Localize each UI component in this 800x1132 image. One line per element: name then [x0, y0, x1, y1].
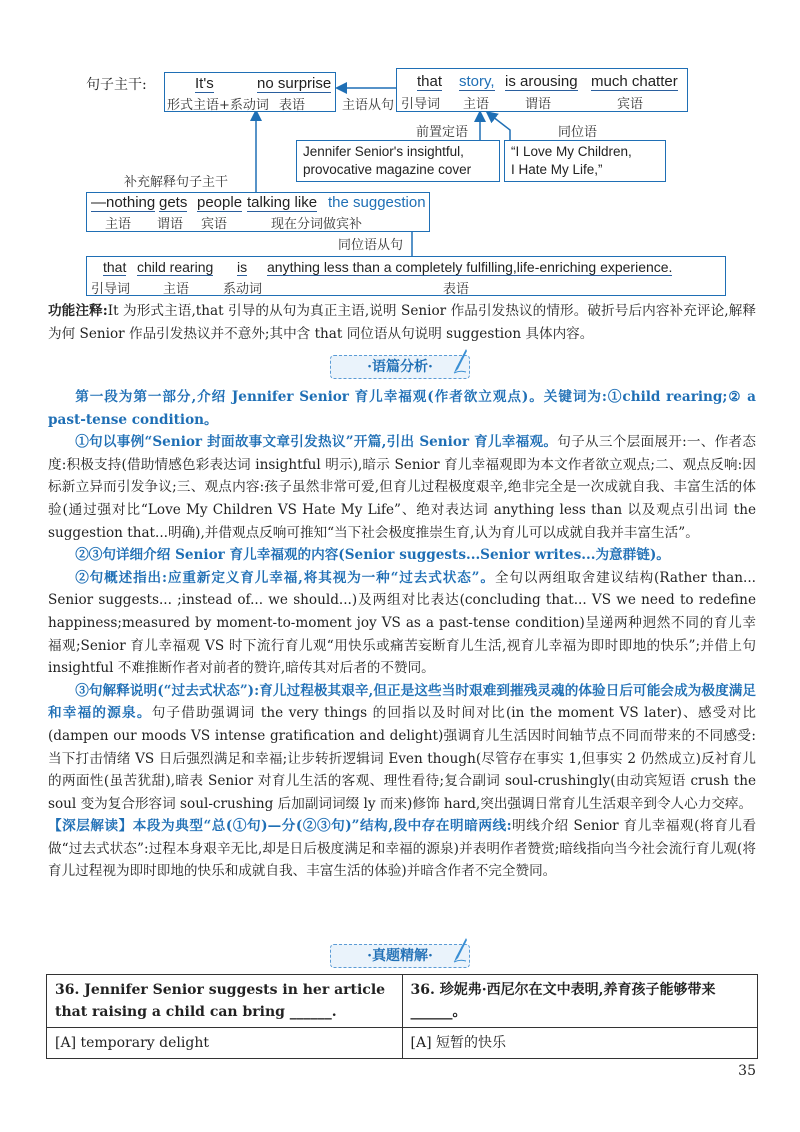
label-predicative-2: 表语 — [443, 282, 470, 297]
question-table — [46, 974, 758, 1059]
analysis-p5-rest: 句子借助强调词 the very things 的回指以及时间对比(in the moment VS later)、感受对比(dampen our moods VS intense gratification and delight)强调育儿生活因时间轴节点不同而带来的不同感受:当下打击情绪 VS 日后强烈满足和幸福;让步转折逻辑词 Even though(尽管存在事实 1,但事实 2 仍然成立)反衬育儿的两面性(虽苦犹甜),暗表 Senior 对育儿生活的客观、理性看待;复合副词 soul-crushingly(由动宾短语 crush the soul 变为复合形容词 soul-crushing 后加副词词缀 ly 而来)修饰 hard,突出强调日常育儿生活艰辛到令人心力交瘁。 — [48, 705, 756, 812]
word-is: is — [237, 259, 248, 275]
option-a-cn: [A] 短暂的快乐 — [402, 1028, 758, 1059]
label-object: 宾语 — [617, 97, 644, 112]
analysis-p6-bold: 本段为典型“总(①句)—分(②③句)”结构,段中存在明暗两线: — [132, 818, 512, 835]
option-a-en: [A] temporary delight — [47, 1028, 403, 1059]
pre-attr-line2: provocative magazine cover — [303, 162, 472, 177]
analysis-p5-bold: ③句解释说明(“过去式状态”):育儿过程极其艰辛,但正是这些当时艰难到摧残灵魂的体验日后可能会成为极度满足和幸福的源泉。 — [48, 682, 756, 722]
section-title-analysis: ·语篇分析· — [330, 355, 470, 379]
page-number: 35 — [738, 1063, 756, 1079]
analysis-p4-rest: 全句以两组取舍建议结构(Rather than... Senior suggests... ;instead of... we should...)及两组对比表达(concluding that... VS we need to redefine happiness;measured by moment-to-moment joy VS as a past-tense condition)呈递两种迥然不同的育儿幸福观;Senior 育儿幸福观 VS 时下流行育儿观“用快乐或痛苦妄断育儿生活,视育儿幸福为即时即地的快乐”;并借上句 insightful 不难推断作者对前者的赞许,暗传其对后者的不赞同。 — [48, 569, 756, 677]
analysis-p6 — [48, 815, 756, 883]
analysis-p6-rest: 明线介绍 Senior 育儿幸福观(将育儿看做“过去式状态”:过程本身艰辛无比,却是日后极度满足和幸福的源泉)并表明作者赞赏;暗线指向当今社会流行育儿观(将育儿过程视为即时即地的快乐和成就自我、丰富生活的体验)并暗含作者不完全赞同。 — [48, 818, 757, 880]
label-predicative: 表语 — [279, 98, 306, 113]
label-introducer-2: 引导词 — [91, 282, 131, 297]
analysis-p5 — [48, 680, 756, 816]
section-title-questions: ·真题精解· — [330, 944, 470, 968]
pre-attr-line1: Jennifer Senior's insightful, — [303, 144, 464, 159]
label-introducer: 引导词 — [401, 97, 441, 112]
appositive-line2: I Hate My Life,” — [511, 162, 603, 177]
analysis-body — [48, 386, 756, 883]
supplement-label: 补充解释句子主干 — [124, 175, 229, 190]
word-gets: gets — [159, 194, 188, 211]
function-note-text: It 为形式主语,that 引导的从句为真正主语,说明 Senior 作品引发热议的情形。破折号后内容补充评论,解释为何 Senior 作品引发热议并不意外;其中含 that 同位语从句说明 suggestion 具体内容。 — [48, 303, 756, 342]
label-formal-subject: 形式主语+系动词 — [167, 98, 269, 113]
analysis-p2-bold: ①句以事例“Senior 封面故事文章引发热议”开篇,引出 Senior 育儿幸福观。 — [75, 434, 558, 451]
analysis-p2 — [48, 431, 756, 544]
question-en: 36. Jennifer Senior suggests in her article that raising a child can bring ______. — [47, 975, 403, 1028]
pen-icon-2 — [452, 937, 468, 963]
word-talking-like: talking like — [247, 194, 318, 211]
word-that-2: that — [103, 259, 127, 275]
function-note-label: 功能注释: — [48, 303, 108, 319]
table-row — [47, 1028, 758, 1059]
analysis-p6-label: 【深层解读】 — [48, 818, 133, 835]
table-row — [47, 975, 758, 1028]
subject-clause-box — [396, 68, 688, 112]
appositive-box — [504, 140, 666, 182]
word-its: It's — [195, 75, 214, 92]
word-is-arousing: is arousing — [505, 73, 578, 90]
label-predicate: 谓语 — [525, 97, 552, 112]
label-subject-2: 主语 — [105, 217, 132, 232]
supplement-box — [86, 192, 430, 232]
word-predicative-phrase: anything less than a completely fulfilling,life-enriching experience. — [267, 259, 673, 275]
analysis-p3: ②③句详细介绍 Senior 育儿幸福观的内容(Senior suggests...Senior writes...为意群链)。 — [75, 547, 670, 564]
word-nothing: —nothing — [91, 194, 156, 211]
label-predicate-2: 谓语 — [157, 217, 184, 232]
pre-attributive-box — [296, 140, 500, 182]
analysis-p2-rest: 句子从三个层面展开:一、作者态度:积极支持(借助情感色彩表达词 insightful 明示),暗示 Senior 育儿幸福观即为本文作者欲立观点;二、观点反响:因标新立异而引发争议;三、观点内容:孩子虽然非常可爱,但育儿过程极度艰辛,绝非完全是一次成就自我、丰富生活的体验(通过强对比“Love My Children VS Hate My Life”、绝对表达词 anything less than 以及观点引出词 the suggestion that...明确),并借观点反响可推知“当下社会极度推崇生育,认为育儿可以成就自我并丰富生活”。 — [48, 434, 756, 541]
pre-attributive-label: 前置定语 — [416, 125, 469, 140]
appositive-line1: “I Love My Children, — [511, 144, 632, 159]
label-subject-3: 主语 — [163, 282, 190, 297]
pen-icon — [452, 348, 468, 374]
word-story: story, — [459, 73, 495, 90]
label-complement: 现在分词做宾补 — [271, 217, 363, 232]
word-people: people — [197, 194, 243, 211]
subject-clause-label: 主语从句 — [342, 98, 395, 113]
appositive-clause-label: 同位语从句 — [338, 238, 404, 253]
analysis-p4-bold: ②句概述指出:应重新定义育儿幸福,将其视为一种“过去式状态”。 — [75, 569, 495, 586]
label-object-2: 宾语 — [201, 217, 228, 232]
label-subject: 主语 — [463, 97, 490, 112]
analysis-p1: 第一段为第一部分,介绍 Jennifer Senior 育儿幸福观(作者欲立观点)。关键词为:①child rearing;② a past-tense condition。 — [48, 389, 756, 428]
word-no-surprise: no surprise — [257, 75, 332, 92]
main-clause-box — [164, 72, 336, 112]
question-cn: 36. 珍妮弗·西尼尔在文中表明,养育孩子能够带来______。 — [402, 975, 758, 1028]
function-note — [48, 300, 756, 345]
analysis-p4 — [48, 567, 756, 680]
label-linking-verb: 系动词 — [223, 282, 263, 297]
appositive-label: 同位语 — [558, 125, 598, 140]
word-the-suggestion: the suggestion — [328, 194, 426, 211]
main-clause-label: 句子主干: — [86, 77, 147, 93]
word-child-rearing: child rearing — [137, 259, 214, 275]
word-that: that — [417, 73, 443, 90]
word-much-chatter: much chatter — [591, 73, 678, 90]
appositive-clause-box — [86, 256, 726, 296]
